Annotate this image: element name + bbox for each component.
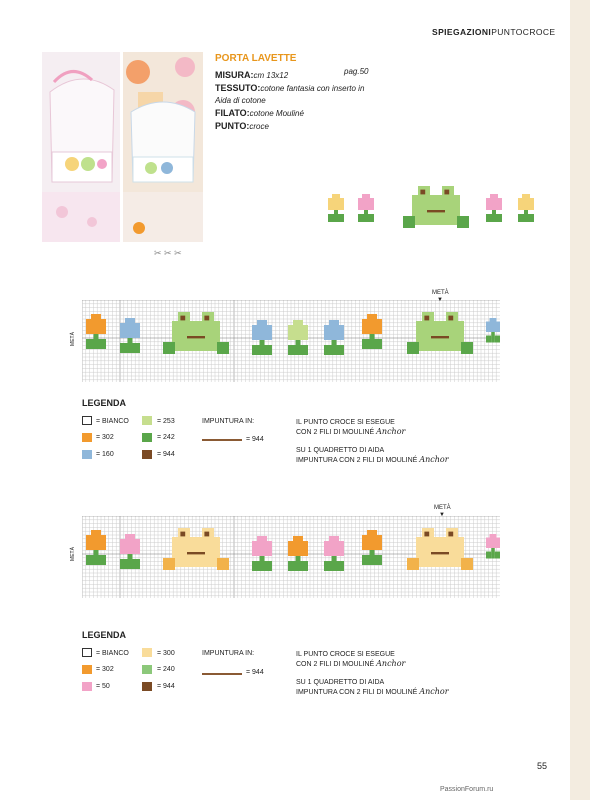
tulip-leaf [337,345,345,355]
frog-mouth [431,336,449,338]
tulip-stem [491,548,495,559]
tulip-petal [86,319,106,334]
frog-pupil [424,316,429,321]
tulip-stem [260,340,265,355]
tessuto-label: TESSUTO: [215,83,261,93]
tulip-petal [120,323,140,338]
legend1-backstitch-line [202,439,242,441]
legend1-swatch-1 [82,433,92,442]
legend1-backstitch-value: = 944 [246,436,264,443]
tulip-petal [86,535,106,550]
legend2-note1b: CON 2 FILI DI MOULINÉ [296,661,375,668]
project-info [215,53,364,133]
tulip-petal [362,535,382,550]
tulip-leaf [301,345,309,355]
legend2-note2a: SU 1 QUADRETTO DI AIDA [296,679,385,686]
chart-pink-svg [82,516,500,598]
legend1-swatch-0 [82,416,92,425]
frog-pupil [420,190,425,195]
tulip-leaf [328,214,334,222]
legend1-label-1: = 302 [96,434,114,441]
misura-value: cm 13x12 [253,71,289,80]
frog-leg [461,558,473,570]
meta-arrow-2: ▼ [439,512,445,518]
frog-mouth [187,552,205,554]
tulip-leaf [252,345,260,355]
tulip-stem [94,550,99,565]
chart-blue-svg [82,300,500,382]
legend1-backstitch-label: IMPUNTURA IN: [202,418,255,425]
legend2-swatch-3 [142,648,152,657]
tulip-petal [518,198,534,210]
legend2-swatch-1 [82,665,92,674]
frog-mouth [431,552,449,554]
filato-label: FILATO: [215,108,250,118]
misura-label: MISURA: [215,70,254,80]
tulip-petal [358,198,374,210]
tulip-leaf [265,561,273,571]
frog-pupil [444,190,449,195]
tulip-leaf [133,559,141,569]
tulip-leaf [496,214,502,222]
motif-preview [326,180,550,251]
frog-leg [217,558,229,570]
frog-leg [407,558,419,570]
photo-basket-left [42,52,120,242]
frog-pupil [424,532,429,537]
tulip-stem [332,556,337,571]
legend2-note2b: IMPUNTURA CON 2 FILI DI MOULINÉ [296,689,418,696]
tulip-leaf [120,343,128,353]
tulip-leaf [265,345,273,355]
tessuto-value-2: Aida di cotone [215,96,266,105]
legend2-swatch-0 [82,648,92,657]
legend2-label-3: = 300 [157,650,175,657]
frog-pupil [448,532,453,537]
frog-pupil [448,316,453,321]
header-rest: PUNTOCROCE [491,27,556,37]
page-edge-strip [570,0,590,800]
frog-leg [217,342,229,354]
tulip-stem [260,556,265,571]
meta-side-2: METÀ [69,547,76,561]
tulip-petal [362,319,382,334]
tulip-petal [486,538,500,549]
tulip-petal [328,198,344,210]
tulip-leaf [368,214,374,222]
tulip-stem [364,210,368,222]
anchor-logo-3: Anchor [376,659,406,668]
legend2-title: LEGENDA [82,630,127,640]
legend2-swatch-5 [142,682,152,691]
tulip-leaf [120,559,128,569]
tulip-petal [486,322,500,333]
legend1-swatch-5 [142,450,152,459]
legend2-label-1: = 302 [96,666,114,673]
legend1-note1 [296,418,405,437]
tulip-stem [128,338,133,353]
tulip-leaf [495,336,500,343]
page-header [432,27,555,37]
legend2-backstitch-label: IMPUNTURA IN: [202,650,255,657]
meta-side-1: METÀ [69,332,76,346]
header-bold: SPIEGAZIONI [432,27,492,37]
tulip-leaf [99,555,107,565]
legend1-note1b: CON 2 FILI DI MOULINÉ [296,429,375,436]
product-photos [42,52,203,242]
legend1-note2a: SU 1 QUADRETTO DI AIDA [296,447,385,454]
tulip-leaf [362,555,370,565]
legend2-note2 [296,678,449,697]
tulip-leaf [486,552,491,559]
frog-leg [403,216,415,228]
frog-leg [163,342,175,354]
tulip-leaf [86,555,94,565]
tulip-stem [370,550,375,565]
tulip-stem [128,554,133,569]
frog-leg [461,342,473,354]
frog-mouth [427,210,445,212]
tulip-stem [334,210,338,222]
tulip-leaf [486,214,492,222]
tulip-leaf [486,336,491,343]
tulip-petal [252,541,272,556]
legend1-note1a: IL PUNTO CROCE SI ESEGUE [296,419,395,426]
tulip-leaf [133,343,141,353]
tulip-leaf [337,561,345,571]
tulip-leaf [375,339,383,349]
difficulty-icons: ✂ ✂ ✂ [154,248,182,258]
legend2-backstitch-value: = 944 [246,669,264,676]
tulip-stem [524,210,528,222]
meta-arrow-1: ▼ [437,297,443,303]
meta-label-1: METÀ [432,290,449,296]
tulip-leaf [362,339,370,349]
tulip-leaf [99,339,107,349]
anchor-logo-1: Anchor [376,427,406,436]
legend1-title: LEGENDA [82,398,127,408]
project-title: PORTA LAVETTE [215,53,297,64]
legend2-backstitch-line [202,673,242,675]
tulip-stem [296,340,301,355]
legend1-label-3: = 253 [157,418,175,425]
tulip-leaf [288,345,296,355]
tulip-petal [288,541,308,556]
tulip-leaf [375,555,383,565]
anchor-logo-4: Anchor [419,687,449,696]
tulip-petal [324,541,344,556]
frog-pupil [204,316,209,321]
punto-label: PUNTO: [215,121,250,131]
tessuto-value: cotone fantasia con inserto in [260,84,365,93]
frog-pupil [180,532,185,537]
frog-pupil [180,316,185,321]
legend2-label-0: = BIANCO [96,650,129,657]
tulip-petal [486,198,502,210]
legend2-label-2: = 50 [96,683,110,690]
tulip-leaf [338,214,344,222]
tulip-petal [324,325,344,340]
legend2-label-5: = 944 [157,683,175,690]
tulip-leaf [324,345,332,355]
filato-value: cotone Mouliné [249,109,304,118]
tulip-stem [370,334,375,349]
legend2-swatch-4 [142,665,152,674]
tulip-leaf [495,552,500,559]
tulip-stem [332,340,337,355]
frog-mouth [187,336,205,338]
page-reference: pag.50 [344,67,369,76]
tulip-leaf [252,561,260,571]
legend1-label-0: = BIANCO [96,418,129,425]
tulip-leaf [518,214,524,222]
tulip-leaf [324,561,332,571]
tulip-leaf [288,561,296,571]
legend1-note2b: IMPUNTURA CON 2 FILI DI MOULINÉ [296,457,418,464]
frog-pupil [204,532,209,537]
legend1-label-4: = 242 [157,434,175,441]
frog-leg [407,342,419,354]
legend1-swatch-2 [82,450,92,459]
legend1-note2 [296,446,449,465]
meta-label-2: METÀ [434,505,451,511]
tulip-petal [252,325,272,340]
frog-leg [457,216,469,228]
chart-blue [82,300,500,387]
legend2-swatch-2 [82,682,92,691]
photo-basket-right [123,52,203,242]
frog-leg [163,558,175,570]
punto-value: croce [249,122,269,131]
legend2-label-4: = 240 [157,666,175,673]
legend2-note1a: IL PUNTO CROCE SI ESEGUE [296,651,395,658]
motif-preview-svg [326,180,550,246]
tulip-stem [296,556,301,571]
chart-pink [82,516,500,603]
watermark: PassionForum.ru [440,786,494,793]
tulip-leaf [301,561,309,571]
tulip-petal [288,325,308,340]
tulip-stem [492,210,496,222]
tulip-stem [491,332,495,343]
legend1-swatch-3 [142,416,152,425]
legend1-label-5: = 944 [157,451,175,458]
tulip-petal [120,539,140,554]
tulip-leaf [528,214,534,222]
legend1-swatch-4 [142,433,152,442]
tulip-leaf [358,214,364,222]
page-number: 55 [537,761,548,771]
anchor-logo-2: Anchor [419,455,449,464]
tulip-leaf [86,339,94,349]
legend1-label-2: = 160 [96,451,114,458]
legend2-note1 [296,650,405,669]
tulip-stem [94,334,99,349]
